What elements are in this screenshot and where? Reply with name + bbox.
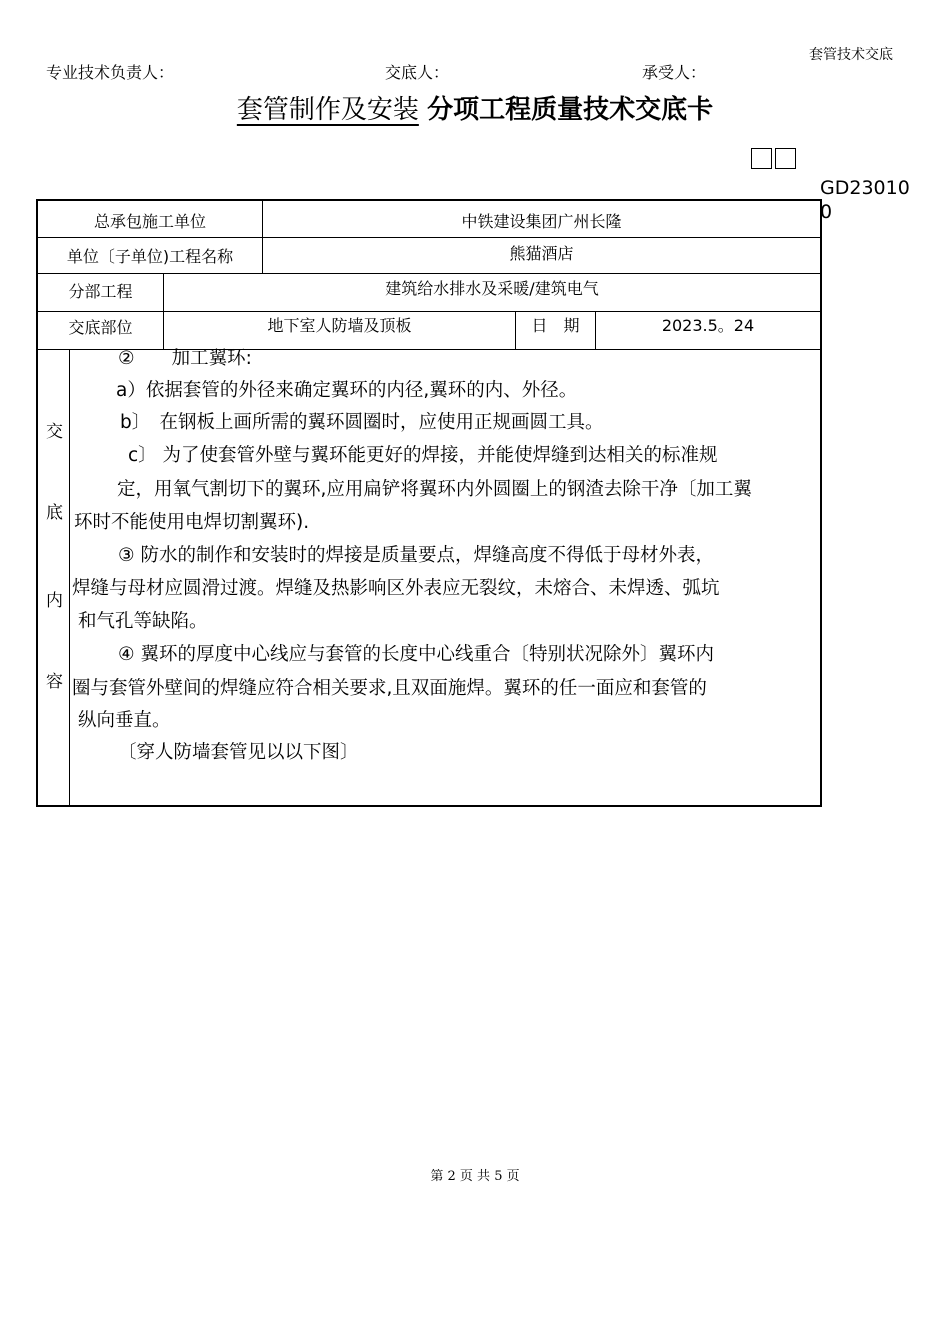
content-label-char: 交 [46, 422, 63, 442]
row4-value: 地下室人防墙及顶板 [267, 316, 412, 335]
content-line: 环时不能使用电焊切割翼环). [74, 512, 310, 533]
page-title [0, 92, 950, 128]
content-line: ② 加工翼环: [118, 348, 252, 369]
content-line: 定，用氧气割切下的翼环,应用扁铲将翼环内外圆圈上的钢渣去除干净〔加工翼 [117, 479, 752, 500]
tech-lead-signature-label: 专业技术负责人： [46, 63, 175, 82]
content-line: ④ 翼环的厚度中心线应与套管的长度中心线重合〔特别状况除外〕翼环内 [118, 644, 714, 665]
empty-box-icon [775, 148, 796, 169]
date-value: 2023.5。24 [661, 316, 755, 335]
checkbox-group [751, 148, 799, 169]
content-line: ③ 防水的制作和安装时的焊接是质量要点，焊缝高度不得低于母材外表， [118, 545, 714, 566]
content-line: 焊缝与母材应圆滑过渡。焊缝及热影响区外表应无裂纹，未熔合、未焊透、弧坑 [72, 578, 720, 599]
row3-value: 建筑给水排水及采暖/建筑电气 [385, 279, 599, 298]
row1-value: 中铁建设集团广州长隆 [461, 212, 622, 231]
content-line: a）依据套管的外径来确定翼环的内径,翼环的内、外径。 [116, 380, 578, 401]
title-underlined-part: 套管制作及安装 [236, 95, 419, 125]
content-line: 〔穿人防墙套管见以以下图〕 [118, 742, 359, 763]
row1-label: 总承包施工单位 [93, 212, 206, 231]
content-line: 纵向垂直。 [78, 710, 171, 731]
document-number: GD230100 [820, 177, 910, 223]
content-line: c〕 为了使套管外壁与翼环能更好的焊接，并能使焊缝到达相关的标准规 [128, 445, 718, 466]
content-label-char: 底 [46, 503, 63, 523]
disclosure-table [36, 199, 822, 807]
content-line: 和气孔等缺陷。 [78, 611, 208, 632]
content-label-char: 内 [46, 591, 63, 611]
content-line: b〕 在钢板上画所需的翼环圆圈时，应使用正规画圆工具。 [120, 412, 604, 433]
discloser-signature-label: 交底人： [385, 63, 450, 82]
title-bold-part: 分项工程质量技术交底卡 [427, 95, 714, 125]
header-corner-label: 套管技术交底 [809, 47, 893, 63]
empty-box-icon [751, 148, 772, 169]
page-footer: 第 2 页 共 5 页 [430, 1169, 520, 1184]
row3-label: 分部工程 [68, 282, 133, 301]
row2-value: 熊猫酒店 [509, 244, 574, 263]
date-label: 日 期 [531, 316, 580, 335]
content-line: 圈与套管外壁间的焊缝应符合相关要求,且双面施焊。翼环的任一面应和套管的 [72, 678, 707, 699]
receiver-signature-label: 承受人： [642, 63, 707, 82]
row4-label: 交底部位 [68, 318, 133, 337]
row2-label: 单位〔子单位)工程名称 [66, 247, 234, 266]
content-label-char: 容 [46, 672, 63, 692]
